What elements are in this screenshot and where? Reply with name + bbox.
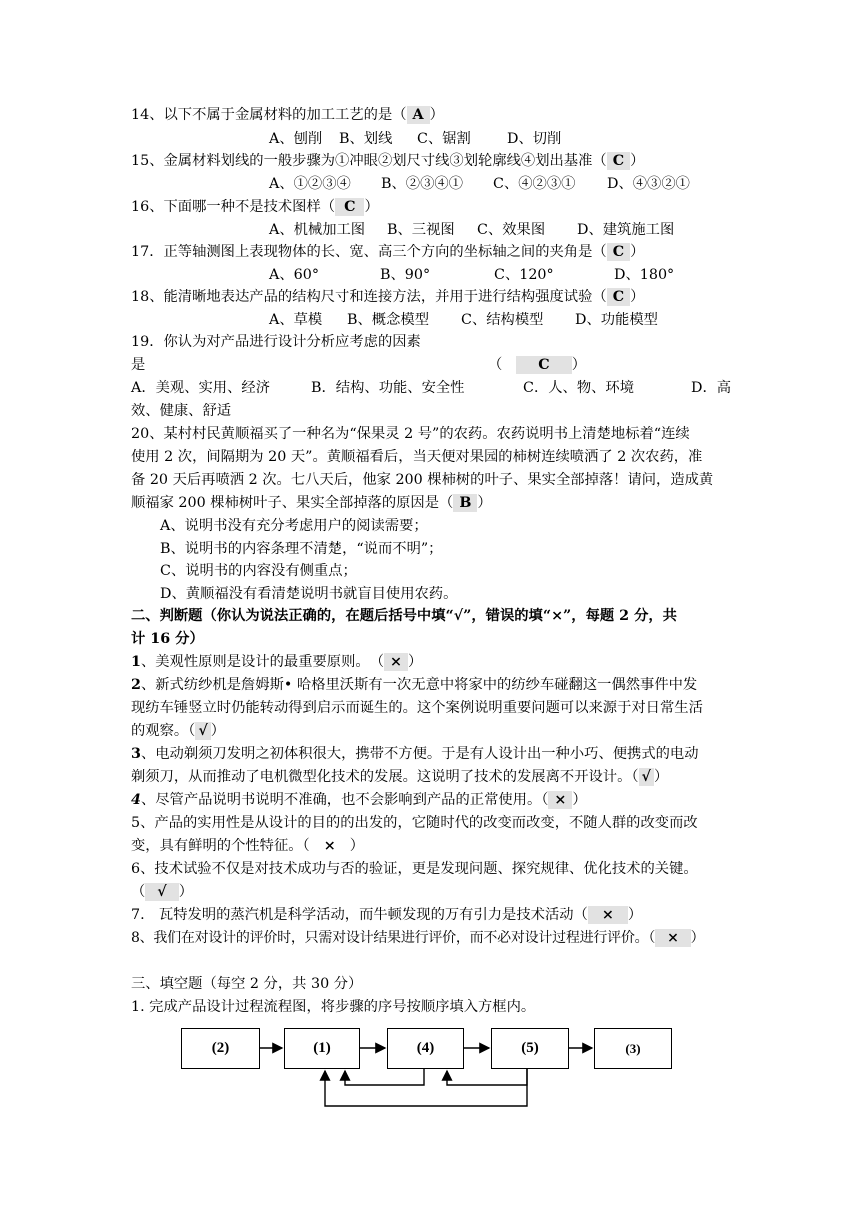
- flow-box-2: (1): [284, 1028, 360, 1069]
- q20-option-b: B、说明书的内容条理不清楚，“说而不明”；: [160, 541, 443, 557]
- feedback-5-to-1: [325, 1068, 527, 1106]
- q17-option-d: D、180°: [614, 267, 675, 283]
- section2-heading-line1: 二、判断题（你认为说法正确的，在题后括号中填“√”，错误的填“×”，每题 2 分，共: [131, 608, 677, 624]
- section3-heading: 三、填空题（每空 2 分，共 30 分）: [131, 976, 363, 992]
- flow-box-1: (2): [181, 1028, 260, 1069]
- q20-option-a: A、说明书没有充分考虑用户的阅读需要；: [160, 518, 428, 534]
- q16-option-d: D、建筑施工图: [577, 222, 675, 238]
- j2-line2: 现纺车锤竖立时仍能转动得到启示而诞生的。这个案例说明重要问题可以来源于对日常生活: [131, 700, 703, 716]
- q20-last: 顺福家 200 棵柿树叶子、果实全部掉落的原因是（: [131, 495, 454, 511]
- j6-close: ）: [178, 884, 193, 900]
- j3-answer: √: [639, 768, 654, 786]
- q19-option-a: A．美观、实用、经济: [131, 380, 270, 396]
- j4-answer: ×: [548, 791, 572, 809]
- q18-option-c: C、结构模型: [461, 312, 544, 328]
- q17-option-c: C、120°: [494, 267, 554, 283]
- q19-line1: 19．你认为对产品进行设计分析应考虑的因素: [131, 334, 421, 350]
- q19-answer: C: [516, 356, 571, 374]
- section2-heading-line2: 计 16 分）: [131, 631, 204, 647]
- q20-line1: 20、某村村民黄顺福买了一种名为“保果灵 2 号”的农药。农药说明书上清楚地标着“连续: [131, 426, 690, 442]
- q14-close: ）: [429, 107, 444, 123]
- q14-option-b: B、划线: [339, 131, 393, 147]
- q15-option-b: B、②③④①: [381, 176, 463, 192]
- q19-close: ）: [571, 357, 586, 373]
- q16-text: 16、下面哪一种不是技术图样（: [131, 199, 336, 215]
- q14-option-c: C、锯割: [417, 131, 471, 147]
- q17-close: ）: [630, 244, 645, 260]
- j2-last: 的观察。（: [131, 723, 196, 739]
- q20-line2: 使用 2 次，间隔期为 20 天”。黄顺福看后，当天便对果园的柿树连续喷洒了 2 次农药，准: [131, 449, 703, 465]
- j8-answer: ×: [655, 929, 690, 947]
- j5-close: ）: [349, 838, 364, 854]
- q14-answer: A: [407, 106, 430, 124]
- j5-last: 变，具有鲜明的个性特征。（: [131, 838, 310, 854]
- q15-option-c: C、④②③①: [493, 176, 576, 192]
- j6-answer: √: [145, 883, 178, 901]
- q18-option-b: B、概念模型: [347, 312, 429, 328]
- feedback-5-to-4: [447, 1068, 527, 1085]
- j6-line1: 6、技术试验不仅是对技术成功与否的验证，更是发现问题、探究规律、优化技术的关键。: [131, 861, 698, 877]
- j8-text: 8、我们在对设计的评价时，只需对设计结果进行评价，而不必对设计过程进行评价。（: [131, 930, 656, 946]
- j8-close: ）: [690, 930, 705, 946]
- q18-text: 18、能清晰地表达产品的结构尺寸和连接方法，并用于进行结构强度试验（: [131, 289, 607, 305]
- j1-close: ）: [407, 654, 423, 670]
- j3-close: ）: [653, 769, 669, 785]
- j7-close: ）: [627, 907, 643, 923]
- q14-option-a: A、刨削: [269, 131, 323, 147]
- q15-answer: C: [607, 152, 630, 170]
- q18-answer: C: [607, 288, 630, 306]
- j5-answer: ×: [310, 837, 350, 855]
- q18-option-d: D、功能模型: [575, 312, 658, 328]
- q20-line3: 备 20 天后再喷洒 2 次。七八天后，他家 200 棵柿树的叶子、果实全部掉落！请问，造成黄: [131, 472, 714, 488]
- j3-last: 剃须刀，从而推动了电机微型化技术的发展。这说明了技术的发展离不开设计。（: [131, 769, 639, 785]
- j3-num: 3: [131, 746, 141, 762]
- q18-option-a: A、草模: [269, 312, 323, 328]
- j3-text1: 、电动剃须刀发明之初体积很大，携带不方便。于是有人设计出一种小巧、便携式的电动: [140, 746, 699, 762]
- j7-answer: ×: [588, 906, 628, 924]
- q19-option-b: B．结构、功能、安全性: [311, 380, 465, 396]
- section3-q1: 1. 完成产品设计过程流程图，将步骤的序号按顺序填入方框内。: [131, 999, 536, 1015]
- q16-option-c: C、效果图: [477, 222, 546, 238]
- q19-option-d: D．高: [691, 380, 732, 396]
- q17-answer: C: [607, 243, 630, 261]
- q14-option-d: D、切削: [507, 131, 562, 147]
- q15-option-a: A、①②③④: [269, 176, 351, 192]
- flow-box-5: (3): [594, 1028, 672, 1069]
- q20-close: ）: [477, 495, 492, 511]
- feedback-4-to-1: [345, 1068, 424, 1085]
- q17-option-a: A、60°: [269, 267, 319, 283]
- q15-text: 15、金属材料划线的一般步骤为①冲眼②划尺寸线③划轮廓线④划出基准（: [131, 153, 607, 169]
- q14-text: 14、以下不属于金属材料的加工工艺的是（: [131, 107, 407, 123]
- q17-option-b: B、90°: [380, 267, 431, 283]
- j2-close: ）: [210, 723, 226, 739]
- j2-answer: √: [195, 722, 210, 740]
- flow-box-3: (4): [387, 1028, 464, 1069]
- q19-line2: 是: [131, 357, 146, 373]
- q15-close: ）: [630, 153, 645, 169]
- j2-num: 2: [131, 677, 141, 693]
- j1-text: 、美观性原则是设计的最重要原则。 （: [140, 654, 384, 670]
- q17-text: 17．正等轴测图上表现物体的长、宽、高三个方向的坐标轴之间的夹角是（: [131, 244, 607, 260]
- q20-option-d: D、黄顺福没有看清楚说明书就盲目使用农药。: [160, 586, 458, 602]
- flow-box-4: (5): [491, 1028, 569, 1069]
- q15-option-d: D、④③②①: [607, 176, 690, 192]
- q16-option-b: B、三视图: [387, 222, 455, 238]
- q16-close: ）: [364, 199, 379, 215]
- q16-answer: C: [335, 198, 364, 216]
- q16-option-a: A、机械加工图: [269, 222, 366, 238]
- j4-close: ）: [572, 792, 587, 808]
- j5-line1: 5、产品的实用性是从设计的目的的出发的，它随时代的改变而改变，不随人群的改变而改: [131, 815, 698, 831]
- j1-num: 1: [131, 654, 141, 670]
- q20-option-c: C、说明书的内容没有侧重点；: [160, 563, 357, 579]
- j4-num: 4: [131, 792, 141, 808]
- j6-open: （: [131, 884, 146, 900]
- j1-answer: ×: [384, 653, 408, 671]
- q18-close: ）: [630, 289, 645, 305]
- q19-option-c: C．人、物、环境: [523, 380, 635, 396]
- q20-answer: B: [453, 494, 477, 512]
- j2-text1: 、新式纺纱机是詹姆斯• 哈格里沃斯有一次无意中将家中的纺纱车碰翻这一偶然事件中发: [140, 677, 698, 693]
- q19-open: （: [488, 357, 503, 373]
- q19-cont: 效、健康、舒适: [131, 403, 232, 419]
- j7-text: 7. 瓦特发明的蒸汽机是科学活动，而牛顿发现的万有引力是技术活动（: [131, 907, 588, 923]
- j4-text: 、尽管产品说明书说明不准确，也不会影响到产品的正常使用。（: [140, 792, 549, 808]
